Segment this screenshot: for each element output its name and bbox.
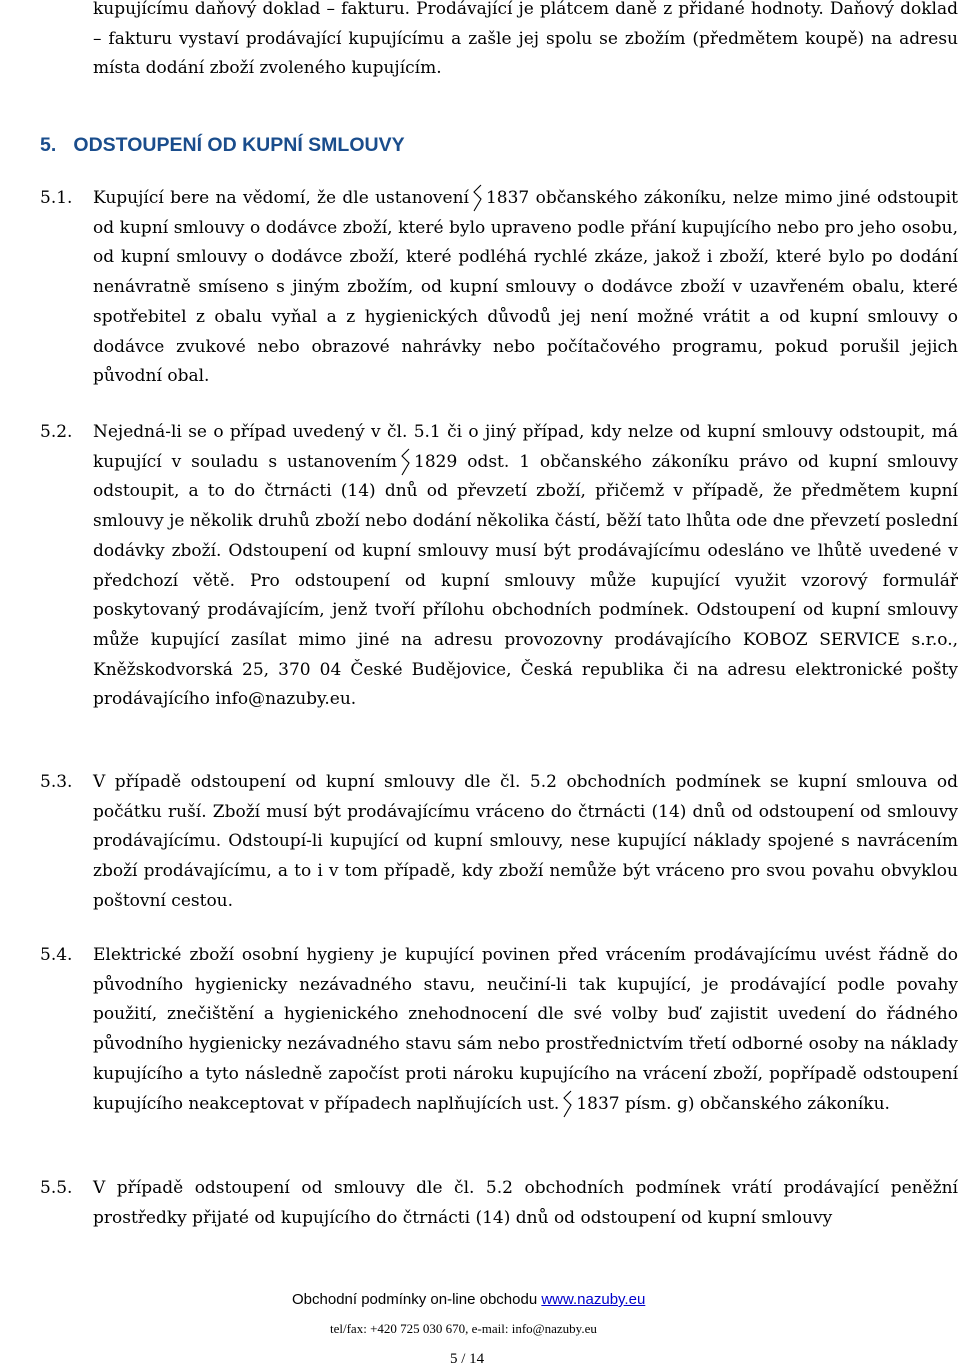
footer-title-text: Obchodní podmínky on-line obchodu [292, 1291, 538, 1308]
clause-text [93, 941, 958, 1119]
clause-text-part: 1829 odst. 1 občanského zákoníku právo od kupní smlouvy odstoupit, a to do čtrnácti (14) dnů od převzetí zboží, přičemž v případě, že předmětem kupní smlouvy je několik druhů zboží nebo dodání několika částí, běží tato lhůta ode dne převzetí poslední dodávky zboží. Odstoupení od kupní smlouvy musí být prodávajícímu odesláno ve lhůtě uvedené v předchozí větě. Pro odstoupení od kupní smlouvy může kupující využit vzorový formulář poskytovaný prodávajícím, jenž tvoří přílohu obchodních podmínek. Odstoupení od kupní smlouvy může kupující zasílat mimo jiné na adresu provozovny prodávajícího KOBOZ SERVICE s.r.o., Kněžskodvorská 25, 370 04 České Budějovice, Česká republika či na adresu elektronické pošty prodávajícího info@nazuby.eu. [93, 451, 959, 710]
clause-number: 5.1. [40, 188, 73, 208]
clause-5-2 [40, 418, 958, 715]
clause-number: 5.4. [40, 945, 73, 965]
clause-number: 5.2. [40, 422, 73, 442]
clause-text-part: Nejedná-li se o případ uvedený v čl. 5.1 či o jiný případ, kdy nelze od kupní smlouvy odstoupit, má kupující v souladu s ustanovením [93, 422, 958, 472]
footer-contact: tel/fax: +420 725 030 670, e-mail: info@nazuby.eu [330, 1321, 597, 1336]
section-sign-icon [472, 184, 483, 212]
clause-5-4 [40, 941, 958, 1119]
clause-number: 5.5. [40, 1178, 73, 1198]
footer-website-link[interactable]: www.nazuby.eu [541, 1291, 646, 1308]
clause-number: 5.3. [40, 772, 73, 792]
clause-5-5 [40, 1174, 958, 1233]
page-number: 5 / 14 [450, 1351, 485, 1367]
clause-text [93, 184, 958, 392]
clause-5-1 [40, 184, 958, 392]
section-title: ODSTOUPENÍ OD KUPNÍ SMLOUVY [73, 134, 405, 156]
section-sign-icon [400, 448, 411, 476]
clause-text-part: Elektrické zboží osobní hygieny je kupující povinen před vrácením prodávajícímu uvést řádně do původního hygienicky nezávadného stavu, neučiní-li tak kupující, je prodávající podle povahy použití, znečištění a hygienického znehodnocení dle své volby buď zajistit uvedení do řádného původního hygienicky nezávadného stavu sám nebo prostřednictvím třetí odborné osoby na náklady kupujícího a tyto následně započíst proti nároku kupujícího na vrácení zboží, popřípadě odstoupení kupujícího neakceptovat v případech naplňujících ust. [93, 945, 958, 1114]
footer-title [292, 1290, 645, 1310]
clause-text-part: 1837 písm. g) občanského zákoníku. [576, 1093, 890, 1114]
clause-5-3 [40, 768, 958, 917]
section-sign-icon [562, 1090, 573, 1118]
clause-text-part: 1837 občanského zákoníku, nelze mimo jiné odstoupit od kupní smlouvy o dodávce zboží, které bylo upraveno podle přání kupujícího nebo pro jeho osobu, od kupní smlouvy o dodávce zboží, které podléhá rychlé zkáze, jakož i zboží, které bylo po dodání nenávratně smíseno s jiným zbožím, od kupní smlouvy o dodávce zboží v uzavřeném obalu, které spotřebitel z obalu vyňal a z hygienických důvodů jej není možné vrátit a od kupní smlouvy o dodávce zvukové nebo obrazové nahrávky nebo počítačového programu, pokud porušil jejich původní obal. [93, 188, 958, 387]
clause-text-part: Kupující bere na vědomí, že dle ustanovení [93, 188, 469, 208]
section-heading [40, 130, 640, 160]
clause-text: V případě odstoupení od smlouvy dle čl. 5.2 obchodních podmínek vrátí prodávající peněžní prostředky přijaté od kupujícího do čtrnácti (14) dnů od odstoupení od kupní smlouvy [93, 1178, 958, 1228]
section-number: 5. [40, 134, 57, 156]
intro-paragraph: kupujícímu daňový doklad – fakturu. Prodávající je plátcem daně z přidané hodnoty. Daňový doklad – fakturu vystaví prodávající kupujícímu a zašle jej spolu se zbožím (předmětem koupě) na adresu místa dodání zboží zvoleného kupujícím. [93, 0, 958, 79]
clause-text: V případě odstoupení od kupní smlouvy dle čl. 5.2 obchodních podmínek se kupní smlouva od počátku ruší. Zboží musí být prodávajícímu vráceno do čtrnácti (14) dnů od odstoupení od smlouvy prodávajícímu. Odstoupí-li kupující od kupní smlouvy, nese kupující náklady spojené s navrácením zboží prodávajícímu, a to i v tom případě, kdy zboží nemůže být vráceno pro svou povahu obvyklou poštovní cestou. [93, 772, 958, 911]
clause-text [93, 418, 958, 715]
